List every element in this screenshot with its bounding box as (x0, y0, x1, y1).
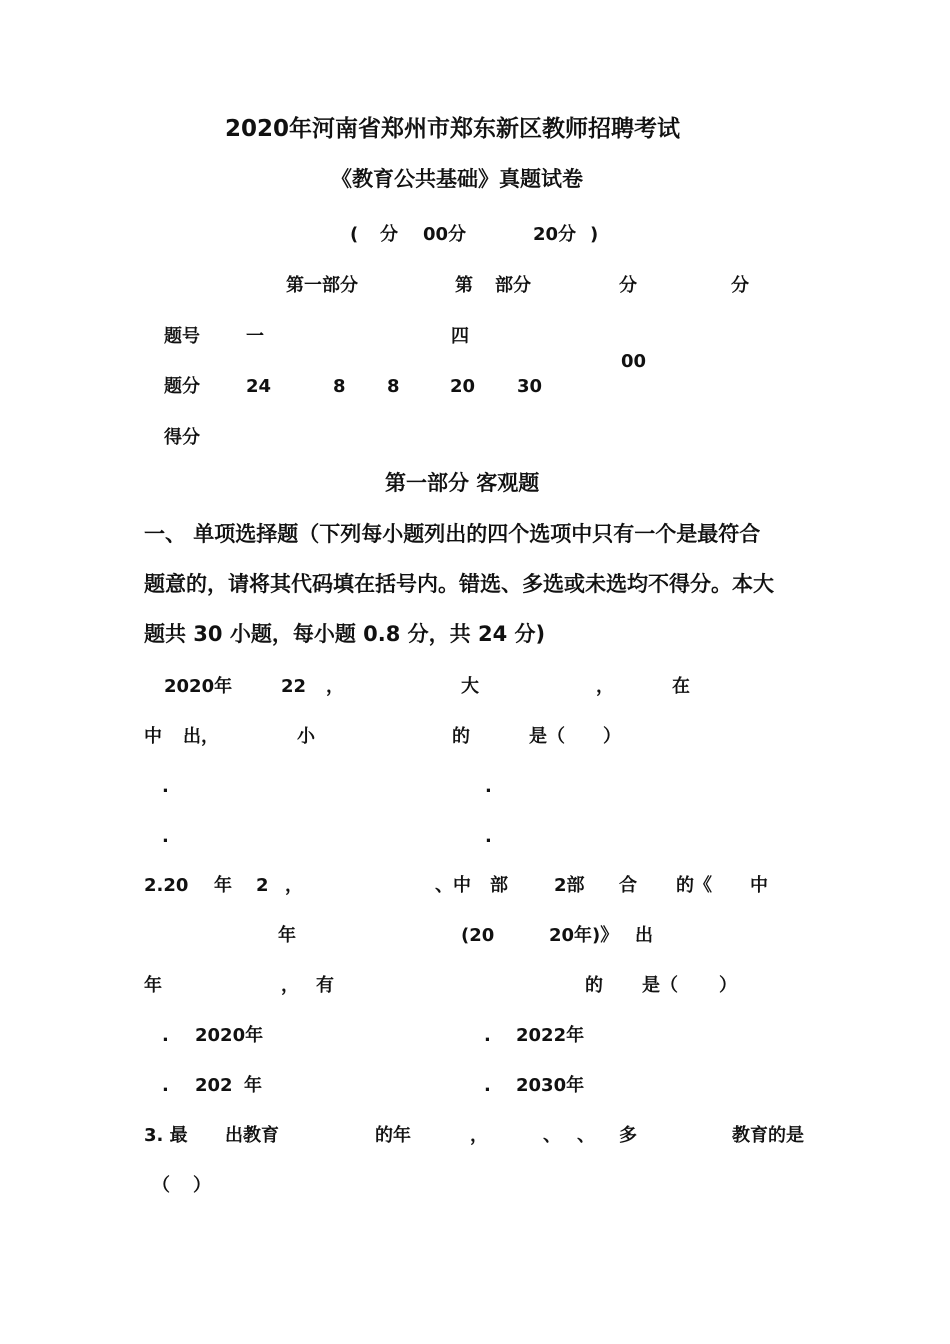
q2-l1-i: 的《 (676, 875, 712, 896)
q2-l2-d: 出 (635, 925, 653, 946)
q1-opt-a: . (162, 776, 169, 797)
instruction-line2: 题意的，请将其代码填在括号内。错选、多选或未选均不得分。本大 (144, 572, 774, 596)
q1-l2-b: 出， (183, 726, 219, 747)
q1-l1-b: 22 (281, 676, 307, 697)
q2-l1-h: 合 (619, 875, 637, 896)
q1-l1-c: ， (326, 676, 344, 697)
q2-l2-c: 20年)》 (549, 925, 619, 946)
q3-l1-e: 、 (543, 1125, 561, 1146)
table-header-di: 第 (455, 275, 473, 296)
q3-l1-h: 教育的是 (732, 1125, 804, 1146)
q2-l3-f: ） (719, 975, 737, 996)
table-row-score-label: 题分 (164, 376, 200, 397)
q3-l1-c: 的年 (375, 1125, 411, 1146)
q1-l1-f: 在 (672, 676, 690, 697)
table-score-3: 8 (387, 376, 400, 397)
q1-opt-c: . (162, 826, 169, 847)
q3-l2-b: ） (193, 1175, 211, 1196)
table-row-got-label: 得分 (164, 427, 200, 448)
q2-l1-d: ， (285, 875, 303, 896)
q2-l3-a: 年 (144, 975, 162, 996)
table-header-fen-b: 分 (731, 275, 749, 296)
table-score-4: 20 (450, 376, 476, 397)
q1-l2-e: 是（ (529, 726, 565, 747)
score-line-fen: 分 (380, 224, 398, 245)
table-header-part1: 第一部分 (286, 275, 358, 296)
q1-l1-e: ， (596, 676, 614, 697)
doc-title-line2: 《教育公共基础》真题试卷 (331, 167, 583, 191)
score-line-total: 00分 (423, 224, 467, 245)
q1-opt-b: . (485, 776, 492, 797)
q2-l3-b: ， (281, 975, 299, 996)
q2-l1-g: 2部 (554, 875, 585, 896)
q2-opt-d: 2030年 (516, 1075, 585, 1096)
q2-opt-c-num: 202 (195, 1075, 233, 1096)
q2-l1-j: 中 (750, 875, 768, 896)
table-row-number-label: 题号 (164, 326, 200, 347)
q1-l1-d: 大 (461, 676, 479, 697)
q2-l2-a: 年 (278, 925, 296, 946)
q2-opt-b: 2022年 (516, 1025, 585, 1046)
q3-l1-b: 出教育 (225, 1125, 279, 1146)
table-score-2: 8 (333, 376, 346, 397)
q2-l1-a: 2.20 (144, 875, 189, 896)
q2-l1-f: 部 (490, 875, 508, 896)
table-header-part: 部分 (495, 275, 531, 296)
q2-l2-b: (20 (461, 925, 495, 946)
q3-l1-a: 3. 最 (144, 1125, 188, 1146)
table-score-1: 24 (246, 376, 272, 397)
q1-opt-d: . (485, 826, 492, 847)
q2-l1-b: 年 (214, 875, 232, 896)
q1-l2-f: ） (603, 726, 621, 747)
q2-opt-c-dot: . (162, 1075, 169, 1096)
q2-opt-a: 2020年 (195, 1025, 264, 1046)
q3-l2-a: （ (152, 1175, 170, 1196)
q3-l1-d: ， (470, 1125, 488, 1146)
q1-l2-d: 的 (452, 726, 470, 747)
instruction-line3: 题共 30 小题，每小题 0.8 分，共 24 分) (144, 622, 546, 646)
q2-l1-e: 、中 (435, 875, 471, 896)
q2-opt-a-dot: . (162, 1025, 169, 1046)
score-line-time: 20分 (533, 224, 577, 245)
q1-l2-c: 小 (297, 726, 315, 747)
q2-opt-b-dot: . (484, 1025, 491, 1046)
q2-l3-d: 的 (585, 975, 603, 996)
section-heading: 第一部分 客观题 (385, 471, 540, 495)
q2-l3-c: 有 (316, 975, 334, 996)
q2-l1-c: 2 (256, 875, 269, 896)
q2-opt-d-dot: . (484, 1075, 491, 1096)
q2-opt-c-year: 年 (244, 1075, 262, 1096)
table-score-5: 30 (517, 376, 543, 397)
instruction-line1: 一、 单项选择题（下列每小题列出的四个选项中只有一个是最符合 (144, 522, 761, 546)
q3-l1-g: 多 (619, 1125, 637, 1146)
score-line-close: ) (590, 224, 599, 245)
table-row-number-1: 一 (246, 326, 264, 347)
q3-l1-f: 、 (577, 1125, 595, 1146)
q1-l1-a: 2020年 (164, 676, 233, 697)
doc-title-line1: 2020年河南省郑州市郑东新区教师招聘考试 (225, 116, 681, 142)
q2-l3-e: 是（ (642, 975, 678, 996)
table-row-number-4: 四 (451, 326, 469, 347)
q1-l2-a: 中 (144, 726, 162, 747)
score-line-open: ( (350, 224, 359, 245)
table-header-fen-a: 分 (619, 275, 637, 296)
table-total-value: 00 (621, 351, 647, 372)
